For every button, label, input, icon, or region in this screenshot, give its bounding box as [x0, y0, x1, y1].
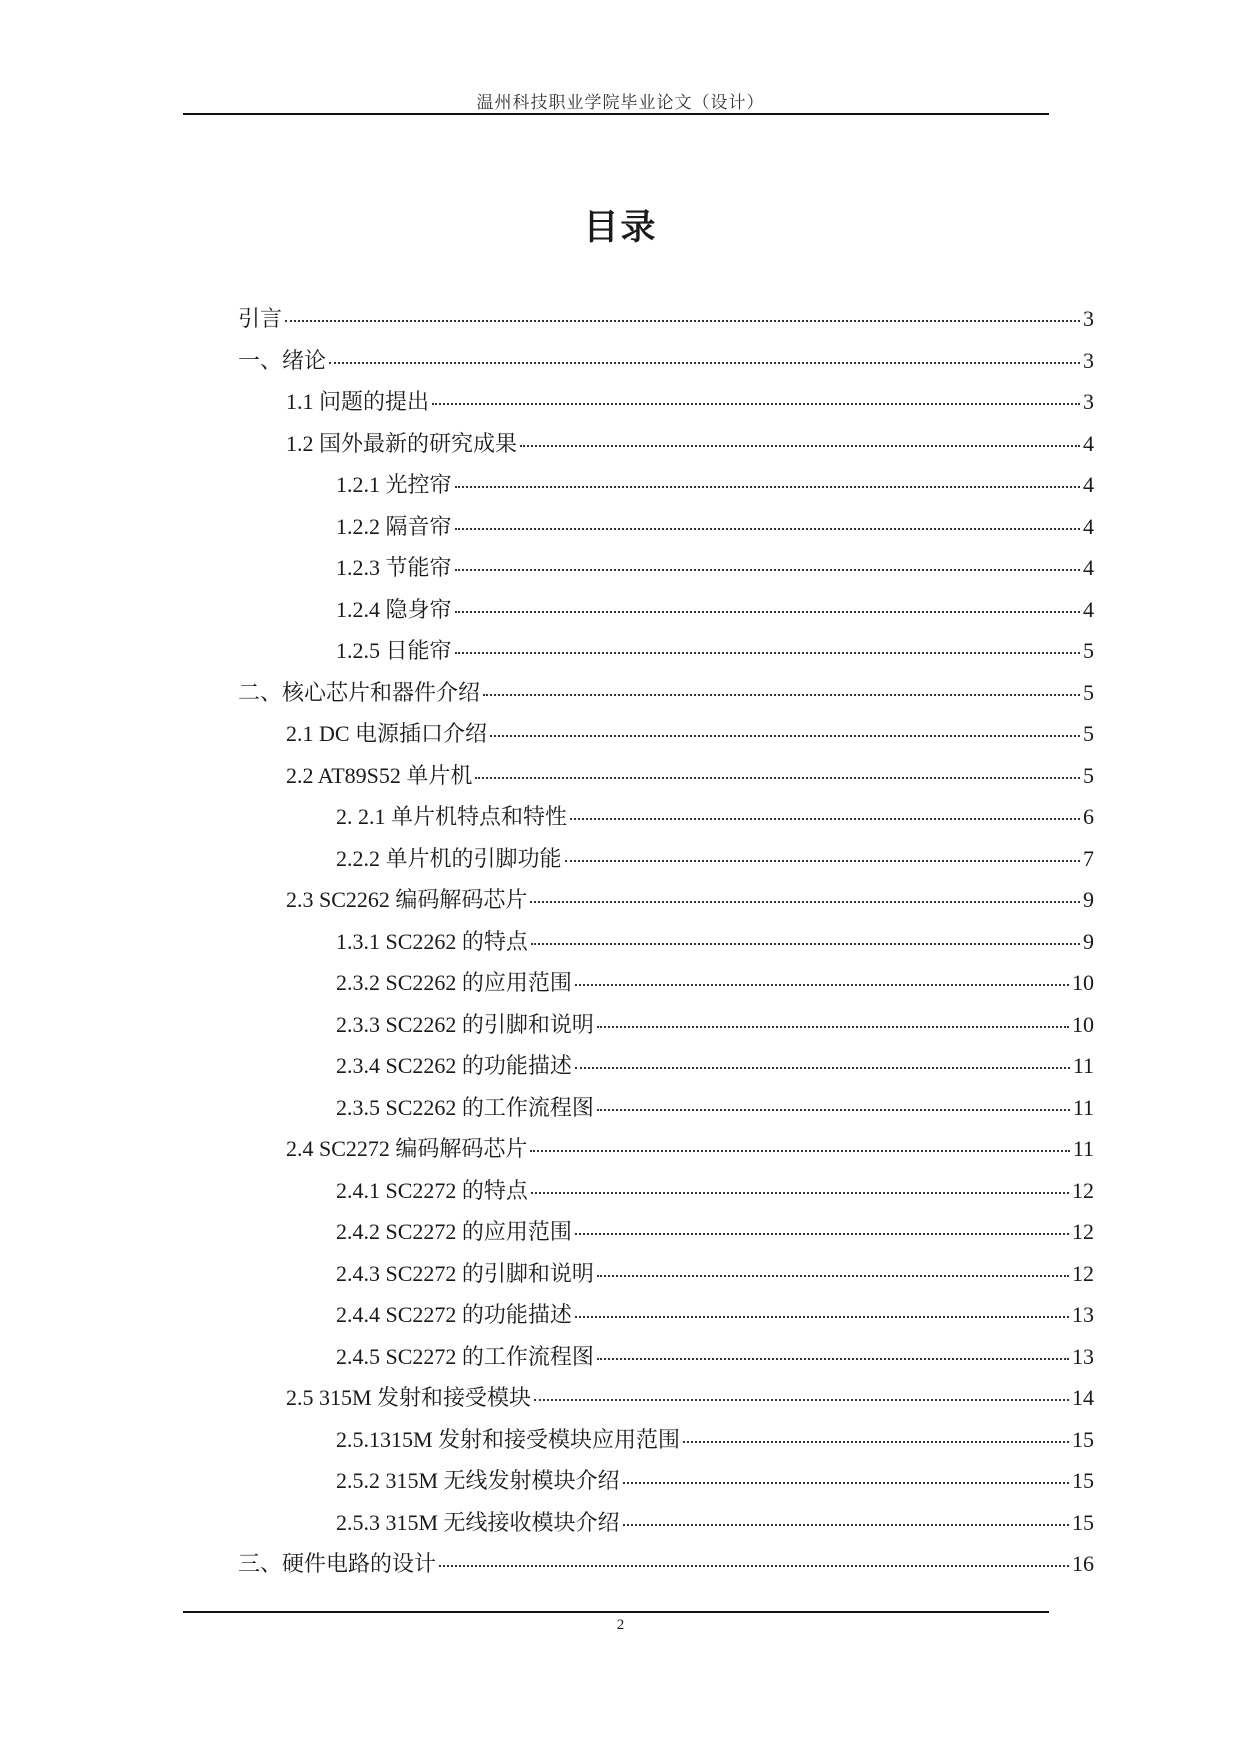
toc-entry-page: 5: [1083, 762, 1094, 788]
toc-entry-page: 12: [1072, 1260, 1094, 1286]
toc-entry[interactable]: [238, 1464, 1094, 1506]
toc-entry-page: 3: [1083, 347, 1094, 373]
dot-leader: [683, 1441, 1069, 1443]
dot-leader: [455, 569, 1080, 571]
toc-entry-label: 2.2.2 单片机的引脚功能: [336, 845, 562, 871]
toc-entry[interactable]: [238, 468, 1094, 510]
toc-entry-page: 3: [1083, 389, 1094, 414]
dot-leader: [520, 445, 1080, 447]
toc-entry-label: 2.5.3 315M 无线接收模块介绍: [336, 1509, 620, 1535]
toc-entry-label: 2.5.2 315M 无线发射模块介绍: [336, 1468, 620, 1493]
toc-entry-label: 2.3 SC2262 编码解码芯片: [286, 887, 528, 912]
table-of-contents: [238, 302, 1094, 1589]
toc-entry[interactable]: [238, 1008, 1094, 1050]
toc-entry-page: 5: [1083, 679, 1094, 705]
toc-entry-page: 13: [1072, 1302, 1094, 1327]
dot-leader: [623, 1524, 1069, 1526]
dot-leader: [455, 486, 1080, 488]
dot-leader: [570, 818, 1080, 820]
toc-entry-page: 15: [1072, 1426, 1094, 1452]
toc-entry-page: 7: [1083, 845, 1094, 871]
toc-entry[interactable]: [238, 427, 1094, 469]
toc-entry[interactable]: [238, 883, 1094, 925]
toc-entry-page: 16: [1072, 1551, 1094, 1576]
toc-entry[interactable]: [238, 1091, 1094, 1133]
toc-entry-label: 1.2 国外最新的研究成果: [286, 430, 518, 456]
toc-entry-page: 13: [1072, 1343, 1094, 1369]
toc-entry-label: 2.3.4 SC2262 的功能描述: [336, 1053, 572, 1078]
dot-leader: [597, 1026, 1069, 1028]
dot-leader: [531, 1192, 1069, 1194]
dot-leader: [455, 611, 1080, 613]
dot-leader: [565, 860, 1080, 862]
dot-leader: [455, 528, 1080, 530]
toc-entry-page: 6: [1083, 804, 1094, 829]
toc-entry-page: 5: [1083, 721, 1094, 746]
toc-entry[interactable]: [238, 1174, 1094, 1216]
toc-entry[interactable]: [238, 1381, 1094, 1423]
dot-leader: [575, 984, 1069, 986]
toc-entry-label: 2.4.5 SC2272 的工作流程图: [336, 1343, 594, 1369]
toc-entry-label: 2.5 315M 发射和接受模块: [286, 1385, 532, 1410]
page-title: 目录: [583, 208, 658, 248]
toc-entry-page: 11: [1072, 1094, 1094, 1120]
toc-entry-label: 二、核心芯片和器件介绍: [238, 679, 481, 705]
dot-leader: [439, 1565, 1069, 1567]
footer-rule: [183, 1611, 1049, 1613]
toc-entry-page: 11: [1072, 1053, 1094, 1078]
toc-entry-label: 1.3.1 SC2262 的特点: [336, 928, 528, 954]
dot-leader: [432, 403, 1080, 405]
toc-entry-label: 一、绪论: [238, 347, 327, 373]
toc-entry[interactable]: [238, 966, 1094, 1008]
toc-entry-page: 12: [1072, 1177, 1094, 1203]
toc-entry[interactable]: [238, 1049, 1094, 1091]
dot-leader: [285, 320, 1080, 322]
running-header: 温州科技职业学院毕业论文（设计）: [476, 93, 765, 112]
dot-leader: [597, 1275, 1069, 1277]
toc-entry-label: 1.2.4 隐身帘: [336, 596, 452, 622]
toc-entry-label: 2.3.3 SC2262 的引脚和说明: [336, 1011, 594, 1037]
toc-entry[interactable]: [238, 842, 1094, 884]
toc-entry[interactable]: [238, 1547, 1094, 1589]
dot-leader: [575, 1067, 1070, 1069]
dot-leader: [597, 1358, 1069, 1360]
toc-entry[interactable]: [238, 1257, 1094, 1299]
toc-entry[interactable]: [238, 1298, 1094, 1340]
dot-leader: [530, 1150, 1069, 1152]
toc-entry-label: 2.3.2 SC2262 的应用范围: [336, 970, 572, 995]
toc-entry-page: 15: [1072, 1468, 1094, 1493]
toc-entry-label: 2.4.2 SC2272 的应用范围: [336, 1219, 572, 1244]
toc-entry-label: 1.2.1 光控帘: [336, 472, 452, 497]
toc-entry-page: 9: [1083, 887, 1094, 912]
dot-leader: [575, 1233, 1069, 1235]
dot-leader: [531, 943, 1080, 945]
toc-entry-label: 2.4.4 SC2272 的功能描述: [336, 1302, 572, 1327]
toc-entry[interactable]: [238, 800, 1094, 842]
toc-entry[interactable]: [238, 510, 1094, 552]
dot-leader: [534, 1399, 1069, 1401]
toc-entry-page: 15: [1072, 1509, 1094, 1535]
toc-entry-label: 1.2.3 节能帘: [336, 555, 452, 580]
toc-entry[interactable]: [238, 676, 1094, 718]
toc-entry-page: 4: [1083, 430, 1094, 456]
toc-entry[interactable]: [238, 759, 1094, 801]
toc-entry[interactable]: [238, 385, 1094, 427]
dot-leader: [597, 1109, 1070, 1111]
toc-entry[interactable]: [238, 925, 1094, 967]
toc-entry-page: 4: [1083, 513, 1094, 539]
dot-leader: [490, 735, 1080, 737]
dot-leader: [455, 652, 1080, 654]
dot-leader: [623, 1482, 1069, 1484]
dot-leader: [530, 901, 1080, 903]
toc-entry-label: 引言: [238, 306, 283, 331]
toc-entry-label: 2.4.1 SC2272 的特点: [336, 1177, 528, 1203]
toc-entry[interactable]: [238, 1340, 1094, 1382]
toc-entry-label: 三、硬件电路的设计: [238, 1551, 437, 1576]
toc-entry[interactable]: [238, 1506, 1094, 1548]
toc-entry-label: 2.4 SC2272 编码解码芯片: [286, 1136, 528, 1161]
toc-entry-page: 4: [1083, 596, 1094, 622]
dot-leader: [575, 1316, 1069, 1318]
toc-entry[interactable]: [238, 344, 1094, 386]
toc-entry-label: 1.2.5 日能帘: [336, 638, 452, 663]
toc-entry[interactable]: [238, 1423, 1094, 1465]
toc-entry-label: 2.5.1315M 发射和接受模块应用范围: [336, 1426, 681, 1452]
toc-entry-page: 10: [1072, 1011, 1094, 1037]
toc-entry-page: 4: [1083, 472, 1094, 497]
dot-leader: [329, 362, 1080, 364]
toc-entry[interactable]: [238, 634, 1094, 676]
page-number: 2: [616, 1617, 625, 1633]
toc-entry-page: 9: [1083, 928, 1094, 954]
toc-entry-page: 5: [1083, 638, 1094, 663]
toc-entry-label: 1.2.2 隔音帘: [336, 513, 452, 539]
dot-leader: [475, 777, 1080, 779]
toc-entry-label: 2.2 AT89S52 单片机: [286, 762, 473, 788]
toc-entry-page: 14: [1072, 1385, 1094, 1410]
toc-entry[interactable]: [238, 1215, 1094, 1257]
toc-entry[interactable]: [238, 1132, 1094, 1174]
toc-entry[interactable]: [238, 717, 1094, 759]
toc-entry-page: 4: [1083, 555, 1094, 580]
toc-entry-label: 2.4.3 SC2272 的引脚和说明: [336, 1260, 594, 1286]
toc-entry[interactable]: [238, 593, 1094, 635]
toc-entry-label: 2.3.5 SC2262 的工作流程图: [336, 1094, 594, 1120]
toc-entry-label: 2. 2.1 单片机特点和特性: [336, 804, 568, 829]
toc-entry[interactable]: [238, 302, 1094, 344]
toc-entry-page: 12: [1072, 1219, 1094, 1244]
toc-entry-page: 11: [1072, 1136, 1094, 1161]
header-rule: [183, 113, 1049, 115]
toc-entry-page: 10: [1072, 970, 1094, 995]
toc-entry-label: 1.1 问题的提出: [286, 389, 430, 414]
toc-entry[interactable]: [238, 551, 1094, 593]
toc-entry-page: 3: [1083, 306, 1094, 331]
toc-entry-label: 2.1 DC 电源插口介绍: [286, 721, 488, 746]
dot-leader: [483, 694, 1080, 696]
